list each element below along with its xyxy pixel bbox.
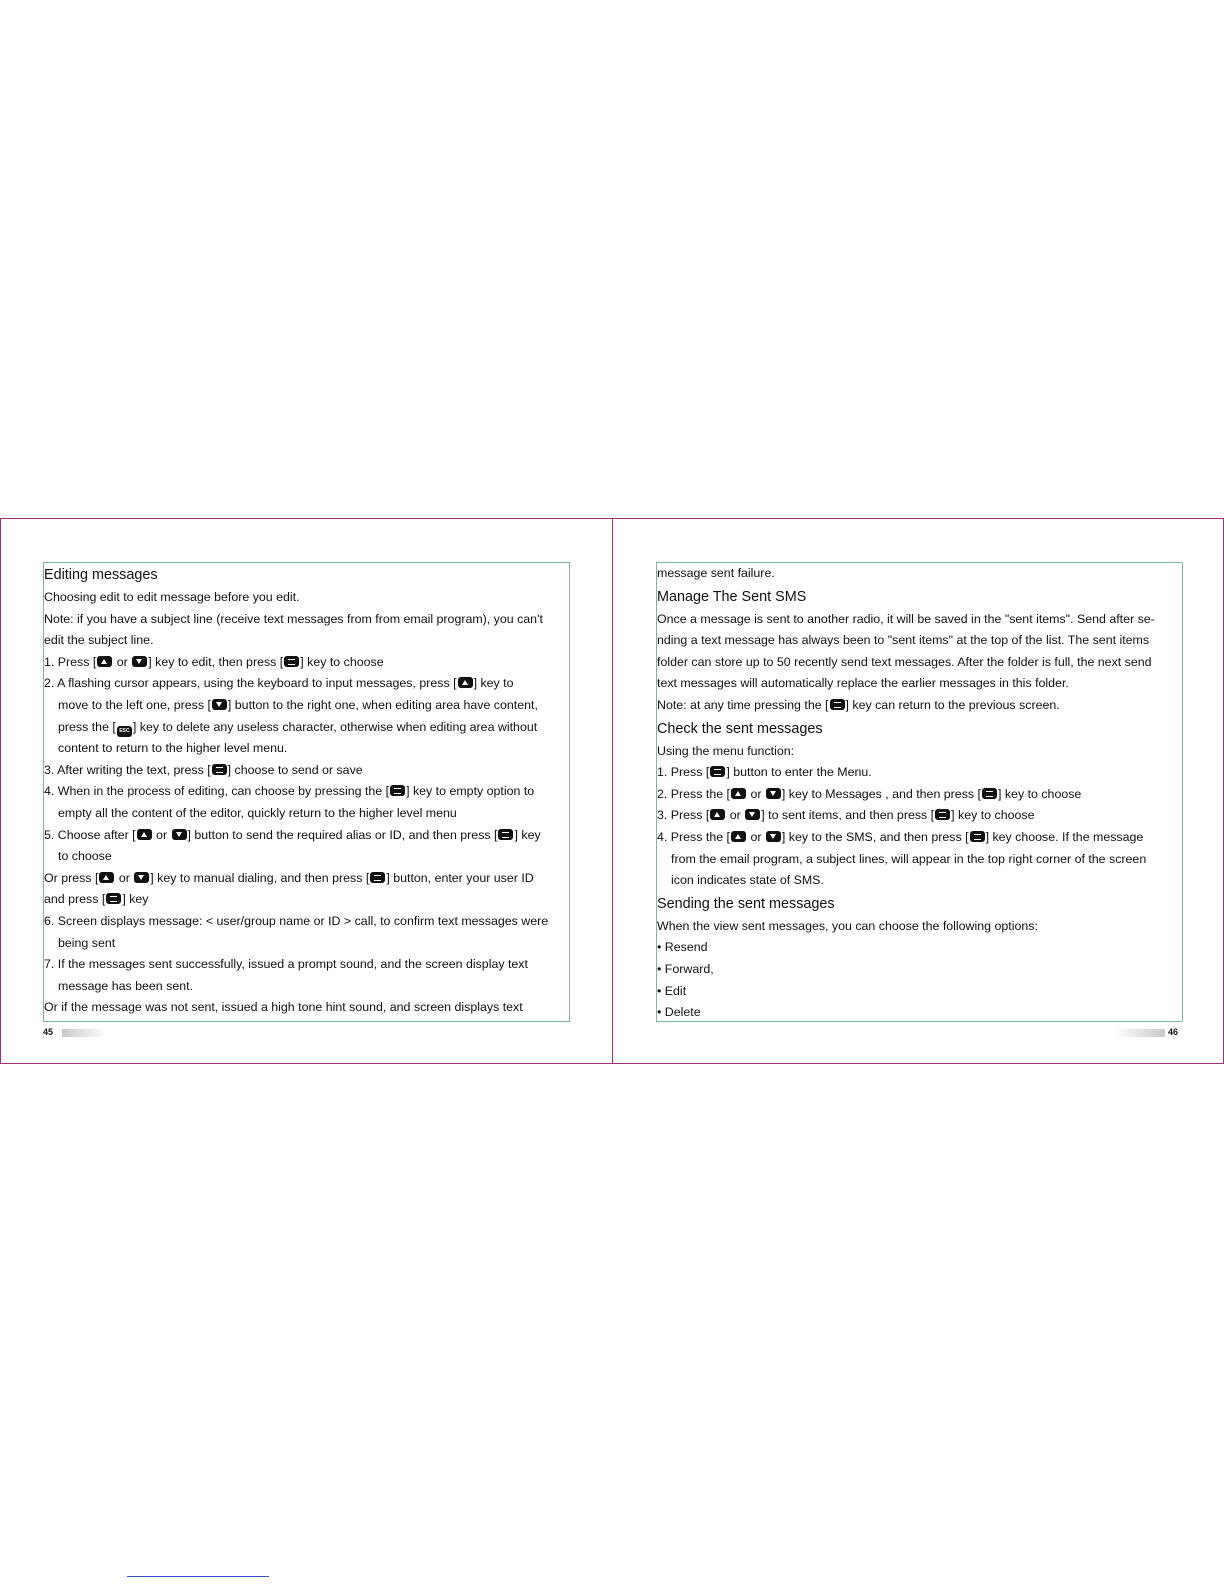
line-text: icon indicates state of SMS. [671,873,824,888]
ok-key-icon [935,809,950,820]
left-line-1 [44,587,569,609]
ok-key-icon [498,829,513,840]
left-line-10 [44,781,569,803]
down-arrow-key-icon [134,872,149,883]
ok-key-icon [370,872,385,883]
left-page-frame [43,562,570,1022]
left-line-4 [44,652,569,674]
up-arrow-key-icon [99,872,114,883]
check-line-6 [657,870,1182,892]
left-line-13 [44,846,569,868]
left-line-11 [44,803,569,825]
page-bar-left [62,1029,106,1037]
right-page-frame [656,562,1183,1022]
ok-key-icon [982,788,997,799]
left-line-9 [44,760,569,782]
heading-sending-sent: Sending the sent messages [657,895,835,912]
esc-key-icon: ESC [117,726,132,737]
left-line-14 [44,868,569,890]
line-text: ] key [122,892,149,907]
note-line [657,695,1182,717]
line-text: to choose [58,849,112,864]
ok-key-icon [390,785,405,796]
ok-key-icon [284,656,299,667]
check-line-1 [657,762,1182,784]
manage-line-3: folder can store up to 50 recently send text messages. After the folder is full, the next send [657,654,1152,669]
ok-key-icon [710,766,725,777]
continuation-text: message sent failure. [657,566,775,580]
down-arrow-key-icon [172,829,187,840]
line-text: or [115,870,134,885]
left-line-17 [44,933,569,955]
right-page-content [657,563,1182,1022]
manage-line-2: nding a text message has always been to "sent items" at the top of the list. The sent items [657,633,1150,648]
left-line-18 [44,954,569,976]
down-arrow-key-icon [212,699,227,710]
line-text: press the [ [58,719,116,734]
left-line-16 [44,911,569,933]
down-arrow-key-icon [766,788,781,799]
manage-line-4: text messages will automatically replace the earlier messages in this folder. [657,676,1069,691]
line-text: ] key to edit, then press [ [148,654,284,669]
line-text: ] key to choose [300,654,384,669]
line-text: or [726,808,745,823]
line-text: 5. Choose after [ [44,827,136,842]
note-pre: Note: at any time pressing the [ [657,697,829,712]
line-text: 4. Press the [ [657,829,731,844]
ok-key-icon [106,893,121,904]
check-line-3 [657,805,1182,827]
left-line-5 [44,673,569,695]
left-page-title: Editing messages [44,567,158,583]
up-arrow-key-icon [458,677,473,688]
line-text: from the email program, a subject lines, will appear in the top right corner of the screen [671,851,1147,866]
line-text: 6. Screen displays message: < user/group name or ID > call, to confirm text messages were [44,913,549,928]
line-text: Or press [ [44,870,99,885]
heading-manage-sent-sms: Manage The Sent SMS [657,588,807,605]
check-line-5 [657,849,1182,871]
ok-key-icon [212,764,227,775]
left-line-3 [44,630,569,652]
line-text: 4. When in the process of editing, can choose by pressing the [ [44,784,390,799]
line-text: 7. If the messages sent successfully, issued a prompt sound, and the screen display text [44,957,528,972]
manage-line-1: Once a message is sent to another radio, it will be saved in the "sent items". Send after se- [657,611,1155,626]
line-text: ] button, enter your user ID [386,870,534,885]
down-arrow-key-icon [745,809,760,820]
left-line-19 [44,976,569,998]
left-line-7 [44,717,569,739]
line-text: ] key to Messages , and then press [ [781,786,981,801]
line-text: Note: if you have a subject line (receive text messages from from email program), you can't [44,611,543,626]
line-text: 3. Press [ [657,808,710,823]
up-arrow-key-icon [731,788,746,799]
manage-paragraph [657,609,1182,695]
line-text: or [152,827,171,842]
left-line-6 [44,695,569,717]
options-list [657,937,1182,1022]
line-text: empty all the content of the editor, quickly return to the higher level menu [58,805,457,820]
line-text: 1. Press [ [657,765,710,780]
page-number-right: 46 [1168,1027,1179,1037]
up-arrow-key-icon [710,809,725,820]
line-text: 2. Press the [ [657,786,731,801]
line-text: ] choose to send or save [227,762,363,777]
line-text: ] key to [473,676,514,691]
line-text: ] button to the right one, when editing area have content, [227,697,538,712]
option-item: • Resend [657,940,708,955]
left-line-8 [44,738,569,760]
line-text: ] button to send the required alias or ID, and then press [ [187,827,498,842]
line-text: ] key [514,827,541,842]
line-text: edit the subject line. [44,633,154,648]
line-text: or [747,786,765,801]
line-text: ] key to choose [997,786,1082,801]
down-arrow-key-icon [766,831,781,842]
line-text: ] button to enter the Menu. [726,765,872,780]
line-text: ] key to the SMS, and then press [ [781,829,969,844]
line-text: Choosing edit to edit message before you edit. [44,590,300,604]
check-steps [657,762,1182,892]
line-text: Or if the message was not sent, issued a high tone hint sound, and screen displays text [44,1000,523,1015]
ok-key-icon [830,699,845,710]
option-item: • Edit [657,983,687,998]
line-text: message has been sent. [58,978,194,993]
left-line-15 [44,889,569,911]
bottom-rule [127,1576,269,1577]
check-line-4 [657,827,1182,849]
left-line-20 [44,997,569,1019]
ok-key-icon [970,831,985,842]
page-number-left: 45 [43,1027,54,1037]
up-arrow-key-icon [731,831,746,842]
line-text: ] to sent items, and then press [ [761,808,935,823]
up-arrow-key-icon [97,656,112,667]
line-text: or [747,829,765,844]
line-text: 2. A flashing cursor appears, using the keyboard to input messages, press [ [44,676,457,691]
line-text: ] key to empty option to [406,784,535,799]
line-text: being sent [58,935,116,950]
down-arrow-key-icon [132,656,147,667]
line-text: 1. Press [ [44,654,97,669]
line-text: 3. After writing the text, press [ [44,762,211,777]
heading-check-sent: Check the sent messages [657,720,823,737]
check-intro: Using the menu function: [657,743,795,758]
line-text: or [113,654,132,669]
left-line-2 [44,609,569,631]
line-text: content to return to the higher level menu. [58,741,288,756]
sending-intro: When the view sent messages, you can choose the following options: [657,918,1038,933]
line-text: ] key to choose [951,808,1035,823]
page-bar-right [1115,1029,1165,1037]
note-post: ] key can return to the previous screen. [845,697,1060,712]
line-text: ] key to manual dialing, and then press [ [150,870,370,885]
page-fold [612,518,613,1064]
line-text: ] key to delete any useless character, otherwise when editing area without [132,719,538,734]
option-item: • Forward, [657,961,714,976]
check-line-2 [657,784,1182,806]
option-item: • Delete [657,1005,701,1020]
line-text: ] key choose. If the message [985,829,1144,844]
line-text: move to the left one, press [ [58,697,211,712]
left-page-content [44,563,569,1019]
line-text: and press [ [44,892,106,907]
left-line-12 [44,825,569,847]
up-arrow-key-icon [137,829,152,840]
